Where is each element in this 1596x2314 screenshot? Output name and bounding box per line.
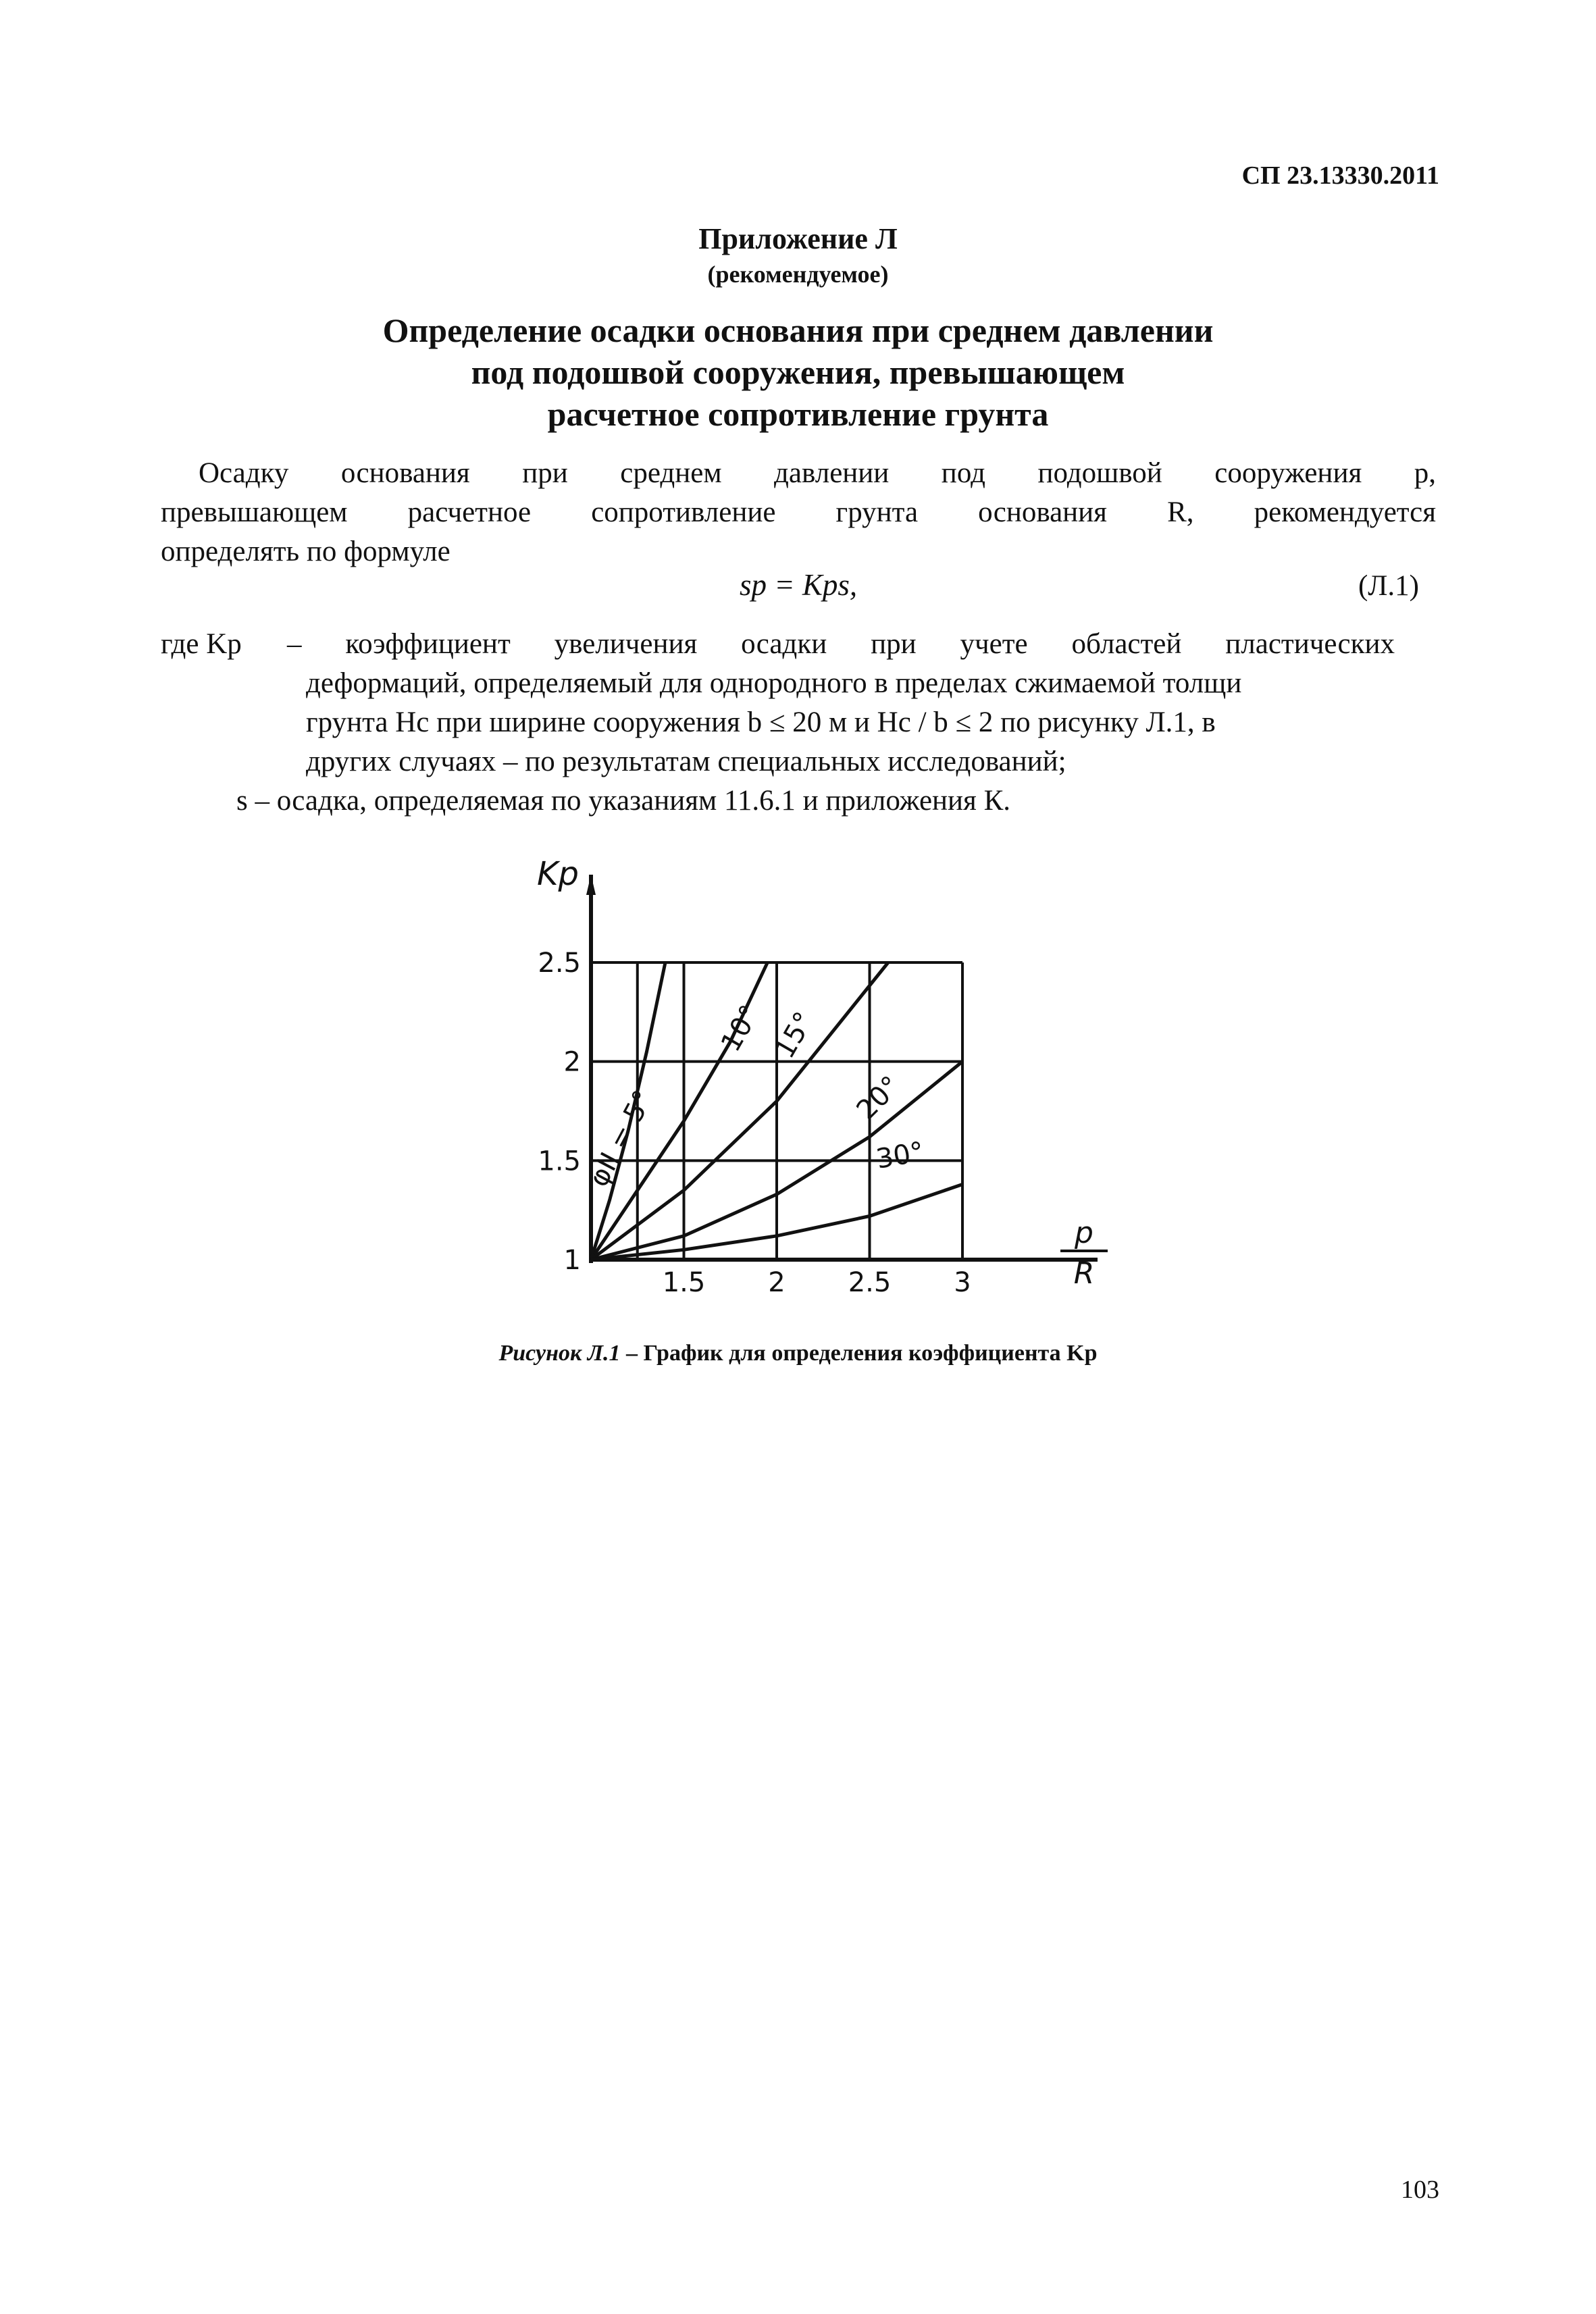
x-axis-label-numerator: p — [1075, 1216, 1093, 1250]
page-number: 103 — [1401, 2176, 1439, 2204]
x-tick-label-1: 2 — [768, 1267, 786, 1298]
formula-number: (Л.1) — [1358, 570, 1419, 602]
intro-line-2: превышающем расчетное сопротивление грунта основания R, рекомендуется — [161, 496, 1436, 528]
y-tick-label-2: 2 — [563, 1046, 581, 1078]
heading-line-3: расчетное сопротивление грунта — [547, 395, 1049, 433]
def-kp-line-2: деформаций, определяемый для однородного в пределах сжимаемой толщи — [306, 667, 1242, 699]
series-label-3: 20° — [850, 1070, 907, 1127]
annex-subtitle: (рекомендуемое) — [707, 261, 889, 288]
annex-heading — [0, 309, 1596, 435]
y-tick-label-3: 2.5 — [538, 948, 581, 979]
y-axis-arrow — [586, 875, 596, 895]
x-tick-label-3: 3 — [954, 1267, 971, 1298]
definition-s: s – осадка, определяемая по указаниям 11.6.1 и приложения К. — [236, 785, 1011, 817]
heading-line-2: под подошвой сооружения, превышающем — [471, 353, 1125, 391]
series-label-2: 15° — [769, 1006, 821, 1064]
def-kp-line-1: – коэффициент увеличения осадки при учете областей пластических — [287, 628, 1395, 660]
intro-paragraph — [161, 454, 1436, 571]
heading-line-1: Определение осадки основания при среднем давлении — [382, 311, 1214, 349]
x-tick-label-2: 2.5 — [848, 1267, 892, 1298]
def-kp-line-3: грунта Hc при ширине сооружения b ≤ 20 м и Hc / b ≤ 2 по рисунку Л.1, в — [306, 706, 1216, 738]
series-label-4: 30° — [873, 1136, 927, 1175]
intro-line-3: определять по формуле — [161, 536, 451, 567]
caption-label: Рисунок Л.1 — [498, 1341, 621, 1366]
y-axis-label: Kp — [537, 855, 579, 893]
kp-chart — [0, 838, 1596, 1324]
intro-line-1: Осадку основания при среднем давлении под подошвой сооружения p, — [199, 457, 1436, 489]
definition-kp-lead: где Kp — [161, 628, 242, 660]
x-tick-label-0: 1.5 — [662, 1267, 706, 1298]
formula: sp = Kps, — [740, 568, 858, 602]
series-label-0: φII = 5° — [583, 1085, 660, 1192]
x-axis-label-denominator: R — [1073, 1256, 1095, 1291]
caption-text: – График для определения коэффициента Kp — [620, 1341, 1098, 1366]
definition-kp — [287, 625, 1395, 781]
figure-caption — [0, 1341, 1596, 1366]
kp-chart-svg — [0, 838, 1596, 1324]
y-tick-label-0: 1 — [563, 1245, 581, 1276]
y-tick-label-1: 1.5 — [538, 1146, 581, 1177]
series-label-1: 10° — [715, 1000, 767, 1057]
def-kp-line-4: других случаях – по результатам специальных исследований; — [306, 746, 1066, 777]
doc-code: СП 23.13330.2011 — [1241, 161, 1439, 190]
annex-title: Приложение Л — [698, 222, 898, 255]
